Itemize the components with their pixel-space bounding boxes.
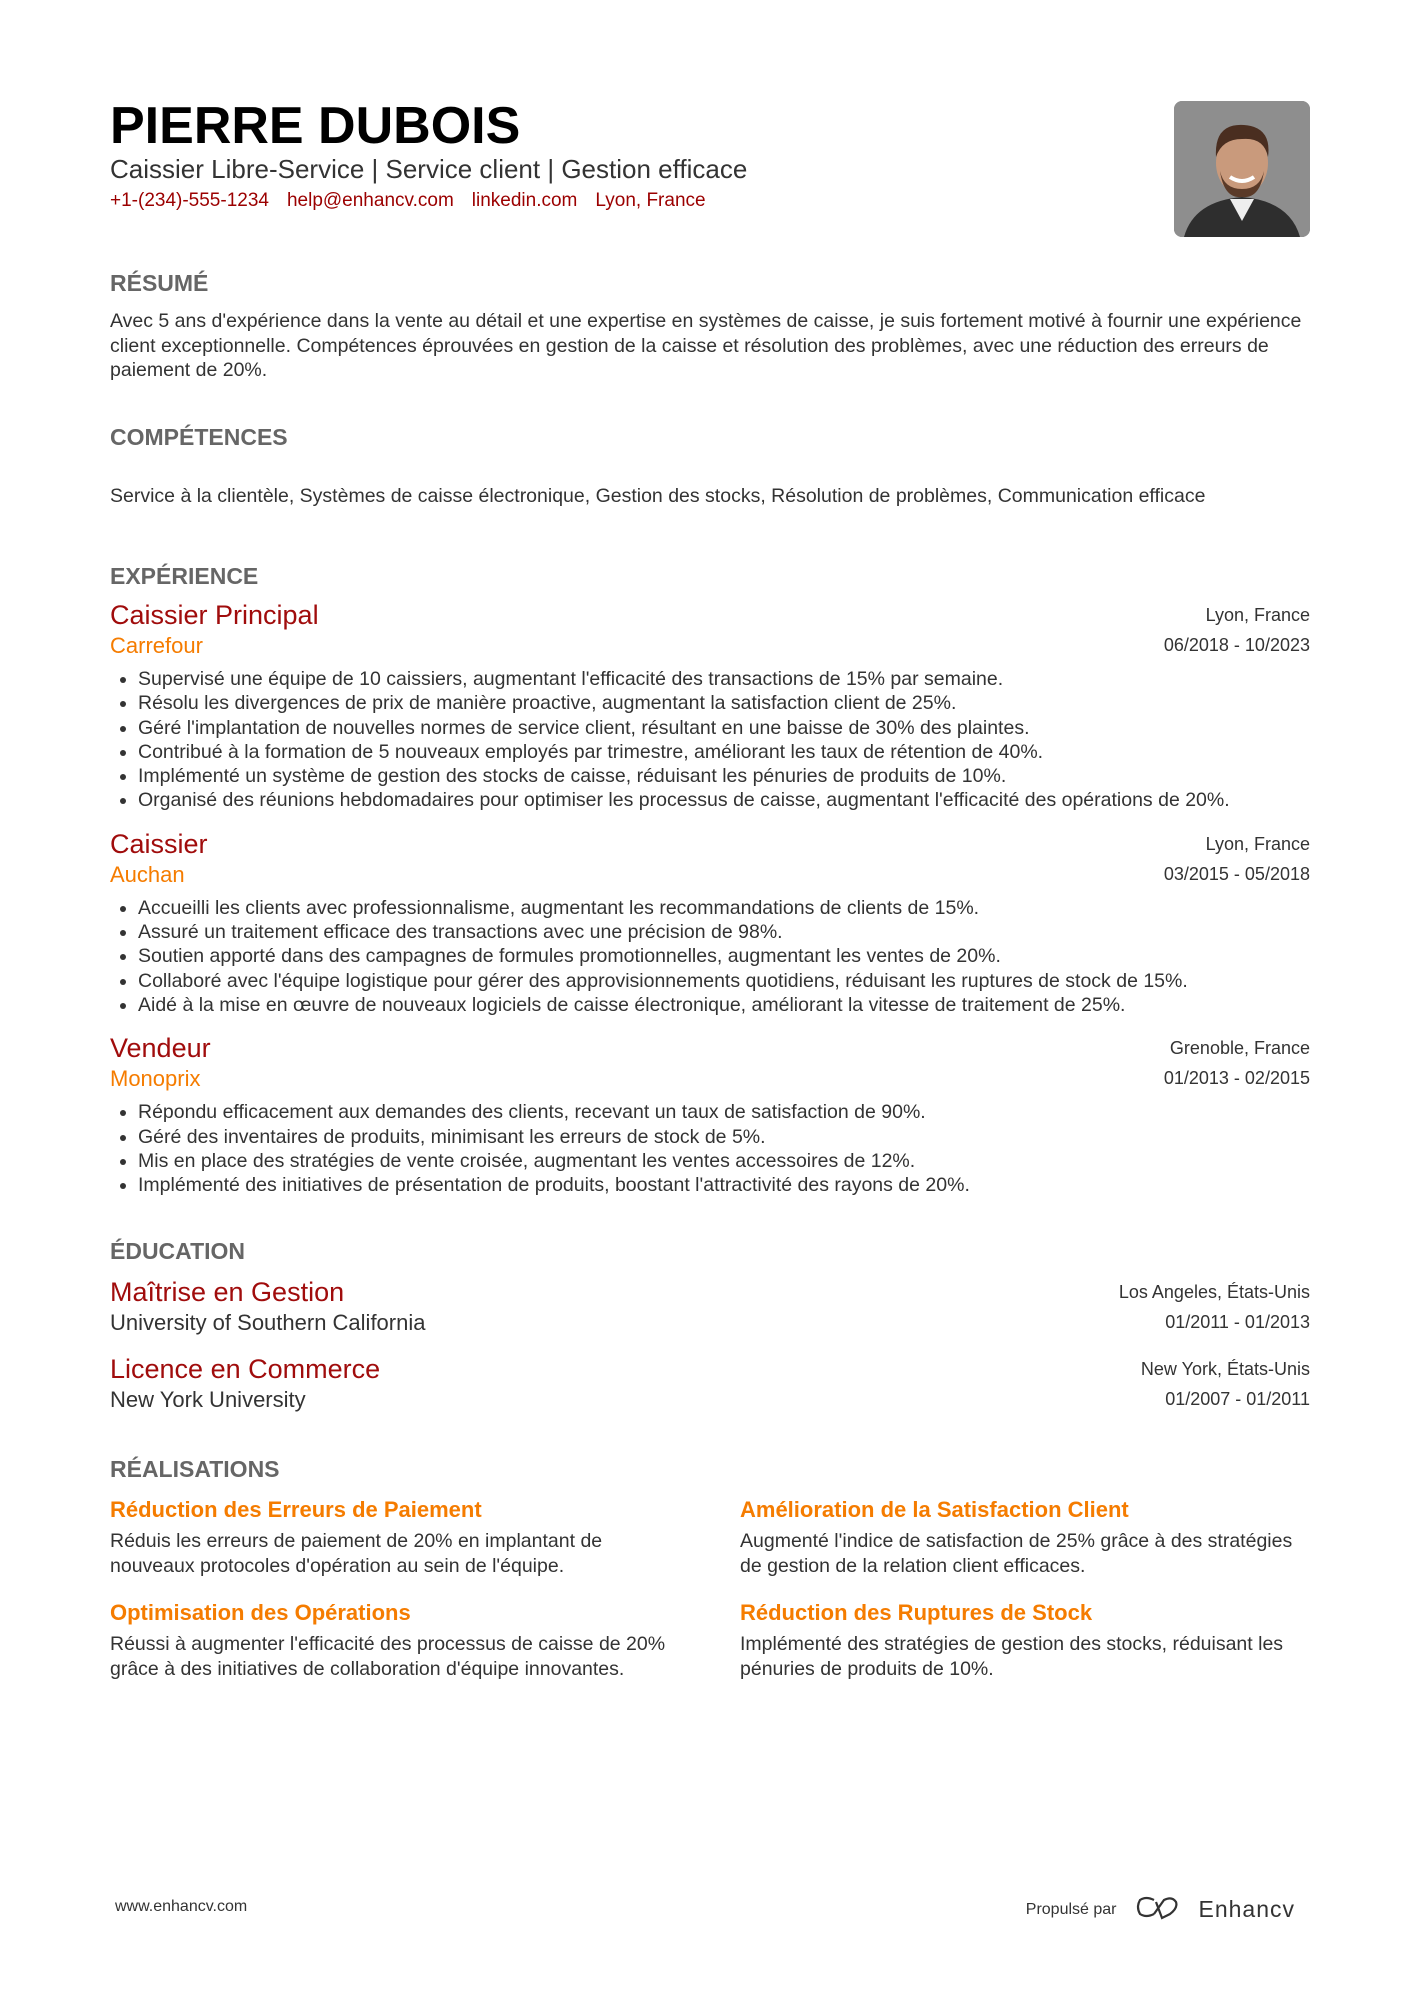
bullet: • Soutien apporté dans des campagnes de formules promotionnelles, augmentant les ventes de 20%.	[138, 944, 1310, 968]
job-dates: 06/2018 - 10/2023	[1163, 635, 1310, 655]
job-bullets	[110, 1100, 1310, 1197]
job-location: Grenoble, France	[1169, 1038, 1310, 1059]
website-link[interactable]: www.enhancv.com	[115, 1898, 248, 1915]
footer	[115, 1896, 1295, 1922]
achievement-item	[110, 1497, 680, 1578]
bullet: • Supervisé une équipe de 10 caissiers, augmentant l'efficacité des transactions de 15% par semaine.	[138, 667, 1310, 691]
job-dates: 03/2015 - 05/2018	[1163, 863, 1310, 884]
enhancv-logo-icon	[1134, 1894, 1180, 1925]
company-name: Monoprix	[110, 1066, 201, 1092]
contact-email[interactable]: help@enhancv.com	[286, 190, 454, 211]
company-name: Carrefour	[110, 633, 203, 658]
school: University of Southern California	[110, 1310, 426, 1335]
education-entry	[110, 1354, 1310, 1413]
job-meta	[1164, 829, 1310, 889]
education-dates: 01/2007 - 01/2011	[1165, 1389, 1310, 1409]
skills-section	[110, 424, 1310, 509]
skills-text: Service à la clientèle, Systèmes de caisse électronique, Gestion des stocks, Résolution de problèmes, Communication efficace	[110, 485, 1206, 507]
education-meta	[1141, 1354, 1310, 1414]
headline: Caissier Libre-Service | Service client | Gestion efficace	[110, 154, 748, 184]
achievement-item	[110, 1600, 680, 1681]
achievement-text: Implémenté des stratégies de gestion des stocks, réduisant les pénuries de produits de 10%.	[740, 1633, 1284, 1680]
section-title: ÉDUCATION	[110, 1238, 246, 1264]
job-bullets	[110, 667, 1310, 813]
brand-name: Enhancv	[1198, 1896, 1295, 1922]
summary-text: Avec 5 ans d'expérience dans la vente au détail et une expertise en systèmes de caisse, je suis fortement motivé à fournir une expérience client exceptionnelle. Compétences éprouvées en gestion de la caisse et résolution des problèmes, avec une réduction des erreurs de paiement de 20%.	[110, 310, 1302, 381]
bullet: • Collaboré avec l'équipe logistique pour gérer des approvisionnements quotidiens, réduisant les ruptures de stock de 15%.	[138, 969, 1310, 993]
powered-by-label: Propulsé par	[1025, 1900, 1117, 1918]
degree: Maîtrise en Gestion	[110, 1277, 345, 1307]
achievement-item	[740, 1600, 1310, 1681]
contact-location: Lyon, France	[595, 190, 706, 211]
education-section	[110, 1238, 1310, 1413]
profile-photo	[1174, 101, 1310, 237]
contact-phone[interactable]: +1-(234)-555-1234	[110, 190, 269, 211]
job-title: Vendeur	[110, 1033, 211, 1064]
achievements-section	[110, 1456, 1310, 1681]
section-title: COMPÉTENCES	[110, 424, 288, 450]
achievement-title: Réduction des Ruptures de Stock	[740, 1600, 1093, 1625]
bullet: • Répondu efficacement aux demandes des clients, recevant un taux de satisfaction de 90%.	[138, 1100, 1310, 1124]
achievement-title: Réduction des Erreurs de Paiement	[110, 1497, 482, 1522]
degree: Licence en Commerce	[110, 1354, 381, 1384]
bullet: • Résolu les divergences de prix de manière proactive, augmentant la satisfaction client de 25%.	[138, 691, 1310, 715]
bullet: • Implémenté des initiatives de présentation de produits, boostant l'attractivité des rayons de 20%.	[138, 1173, 1310, 1197]
bullet: • Mis en place des stratégies de vente croisée, augmentant les ventes accessoires de 12%.	[138, 1149, 1310, 1173]
job-entry	[110, 600, 1310, 813]
bullet: • Organisé des réunions hebdomadaires pour optimiser les processus de caisse, augmentant l'efficacité des opérations de 20%.	[138, 788, 1310, 812]
bullet: • Géré des inventaires de produits, minimisant les erreurs de stock de 5%.	[138, 1125, 1310, 1149]
achievements-grid	[110, 1497, 1310, 1681]
contact-linkedin[interactable]: linkedin.com	[471, 190, 578, 211]
powered-by	[1026, 1894, 1295, 1925]
education-meta	[1119, 1277, 1310, 1337]
job-location: Lyon, France	[1205, 833, 1310, 854]
job-entry	[110, 829, 1310, 1017]
job-entry	[110, 1033, 1310, 1197]
bullet: • Aidé à la mise en œuvre de nouveaux logiciels de caisse électronique, améliorant la vitesse de traitement de 25%.	[138, 993, 1310, 1017]
summary-section	[110, 270, 1310, 383]
achievement-title: Amélioration de la Satisfaction Client	[740, 1497, 1129, 1522]
bullet: • Contribué à la formation de 5 nouveaux employés par trimestre, améliorant les taux de rétention de 40%.	[138, 740, 1310, 764]
section-title: RÉALISATIONS	[110, 1456, 280, 1482]
achievement-text: Augmenté l'indice de satisfaction de 25% grâce à des stratégies de gestion de la relation client efficaces.	[740, 1530, 1293, 1577]
education-location: Los Angeles, États-Unis	[1118, 1282, 1310, 1302]
candidate-name: PIERRE DUBOIS	[110, 97, 521, 155]
job-meta	[1164, 600, 1310, 660]
school: New York University	[110, 1387, 306, 1412]
bullet: • Implémenté un système de gestion des stocks de caisse, réduisant les pénuries de produits de 10%.	[138, 764, 1310, 788]
bullet: • Géré l'implantation de nouvelles normes de service client, résultant en une baisse de 30% des plaintes.	[138, 716, 1310, 740]
company-name: Auchan	[110, 861, 185, 887]
achievement-text: Réduis les erreurs de paiement de 20% en implantant de nouveaux protocoles d'opération au sein de l'équipe.	[110, 1530, 603, 1577]
job-dates: 01/2013 - 02/2015	[1163, 1068, 1310, 1089]
bullet: • Accueilli les clients avec professionnalisme, augmentant les recommandations de clients de 15%.	[138, 896, 1310, 920]
contact-list	[110, 190, 706, 212]
job-title: Caissier	[110, 828, 208, 859]
education-location: New York, États-Unis	[1140, 1359, 1310, 1379]
experience-section	[110, 563, 1310, 1197]
achievement-text: Réussi à augmenter l'efficacité des processus de caisse de 20% grâce à des initiatives de collaboration d'équipe innovantes.	[110, 1633, 666, 1680]
achievement-title: Optimisation des Opérations	[110, 1600, 411, 1625]
bullet: • Assuré un traitement efficace des transactions avec une précision de 98%.	[138, 920, 1310, 944]
job-bullets	[110, 896, 1310, 1017]
education-entry	[110, 1277, 1310, 1336]
job-location: Lyon, France	[1205, 605, 1310, 625]
achievement-item	[740, 1497, 1310, 1578]
job-title: Caissier Principal	[110, 600, 319, 630]
education-dates: 01/2011 - 01/2013	[1165, 1312, 1310, 1332]
job-meta	[1164, 1033, 1310, 1093]
section-title: EXPÉRIENCE	[110, 563, 259, 589]
section-title: RÉSUMÉ	[110, 270, 209, 296]
